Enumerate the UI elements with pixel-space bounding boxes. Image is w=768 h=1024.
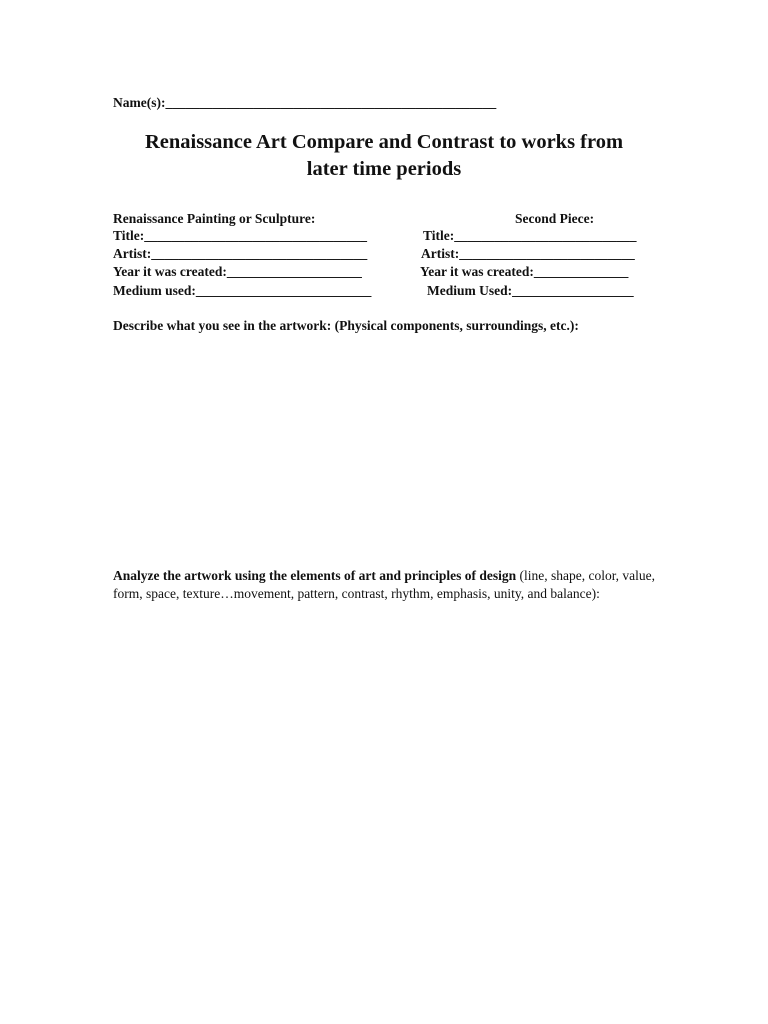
worksheet-title-line-2: later time periods	[306, 158, 462, 180]
worksheet-title-line-1: Renaissance Art Compare and Contrast to works from	[144, 131, 624, 153]
right-column-heading: Second Piece:	[515, 211, 595, 226]
right-artist-field: Artist:__________________________	[421, 246, 635, 261]
right-medium-field: Medium Used:__________________	[427, 283, 634, 298]
left-medium-field: Medium used:__________________________	[113, 283, 372, 298]
right-title-field: Title:___________________________	[423, 228, 637, 243]
analyze-prompt-bold: Analyze the artwork using the elements of art and principles of design	[113, 568, 517, 583]
analyze-prompt	[113, 567, 658, 602]
left-artist-field: Artist:________________________________	[113, 246, 368, 261]
left-column-heading: Renaissance Painting or Sculpture:	[113, 211, 316, 226]
right-year-field: Year it was created:______________	[420, 264, 629, 279]
analyze-prompt-normal: (line, shape, color, value, form, space, texture…movement, pattern, contrast, rhythm, emphasis, unity, and balance):	[113, 568, 656, 601]
name-line: Name(s):_________________________________________________	[113, 95, 497, 110]
left-year-field: Year it was created:____________________	[113, 264, 362, 279]
left-title-field: Title:_________________________________	[113, 228, 367, 243]
describe-prompt: Describe what you see in the artwork: (Physical components, surroundings, etc.):	[113, 318, 579, 333]
